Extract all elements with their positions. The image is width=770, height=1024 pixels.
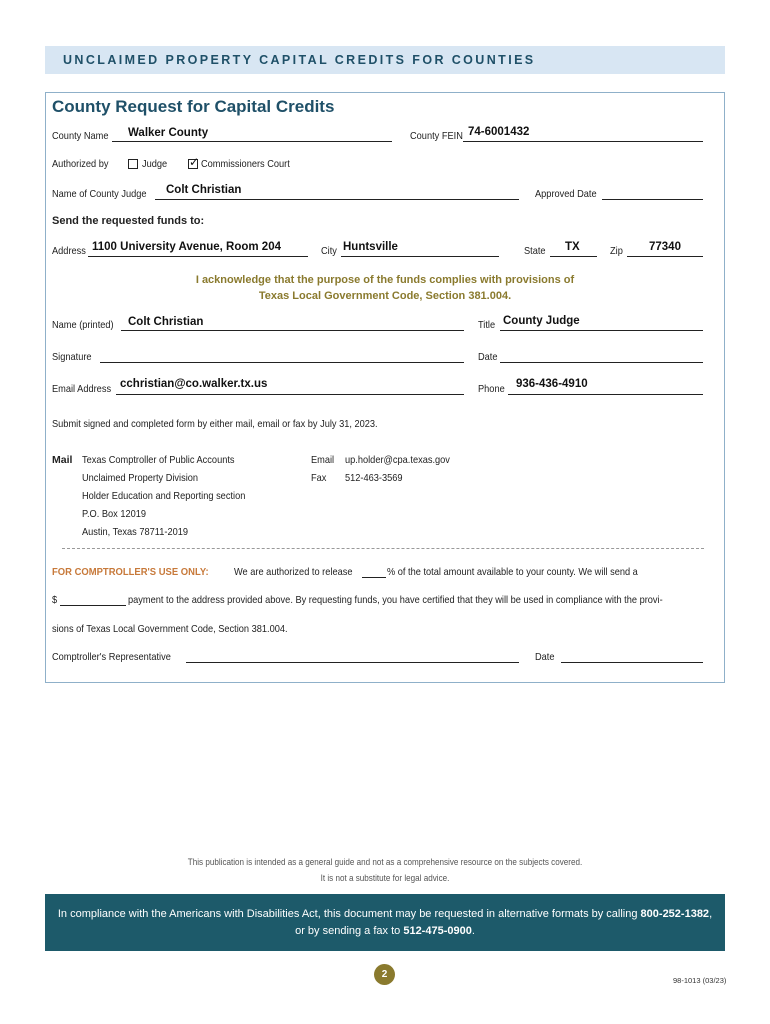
ada-comma: , — [709, 908, 713, 920]
authorized-by-label: Authorized by — [52, 158, 109, 170]
comptroller-rep-label: Comptroller's Representative — [52, 651, 171, 663]
phone-line[interactable] — [508, 394, 703, 395]
county-judge-line[interactable] — [155, 199, 519, 200]
title-label: Title — [478, 319, 496, 331]
city-label: City — [321, 245, 337, 257]
county-fein-value[interactable]: 74-6001432 — [468, 126, 530, 138]
date-label: Date — [478, 351, 498, 363]
ada-fax[interactable]: 512-475-0900 — [403, 925, 472, 937]
page-number-badge: 2 — [374, 964, 395, 985]
ada-line-1 — [45, 908, 725, 920]
county-judge-label: Name of County Judge — [52, 188, 147, 200]
fax-contact-label: Fax — [311, 472, 327, 484]
city-value[interactable]: Huntsville — [343, 241, 398, 253]
approved-date-label: Approved Date — [535, 188, 597, 200]
header-band-title: UNCLAIMED PROPERTY CAPITAL CREDITS FOR COUNTIES — [63, 53, 536, 67]
fax-contact-value: 512-463-3569 — [345, 472, 403, 484]
form-number: 98-1013 (03/23) — [673, 976, 727, 985]
title-value[interactable]: County Judge — [503, 315, 580, 327]
signature-line[interactable] — [100, 362, 464, 363]
comptroller-date-label: Date — [535, 651, 555, 663]
submit-instruction: Submit signed and completed form by either mail, email or fax by July 31, 2023. — [52, 418, 378, 430]
email-contact-label: Email — [311, 454, 335, 466]
acknowledgement-line-2: Texas Local Government Code, Section 381.004. — [258, 290, 512, 302]
address-value[interactable]: 1100 University Avenue, Room 204 — [92, 241, 281, 253]
name-printed-label: Name (printed) — [52, 319, 114, 331]
address-label: Address — [52, 245, 86, 257]
acknowledgement-line-1: I acknowledge that the purpose of the funds complies with provisions of — [195, 274, 575, 286]
comptroller-rep-line[interactable] — [186, 662, 519, 663]
send-funds-heading: Send the requested funds to: — [52, 215, 205, 227]
state-line[interactable] — [550, 256, 597, 257]
ada-line-1-text: In compliance with the Americans with Disabilities Act, this document may be requested in alternative formats by calling — [57, 908, 638, 920]
email-address-value[interactable]: cchristian@co.walker.tx.us — [120, 378, 268, 390]
state-value[interactable]: TX — [565, 241, 580, 253]
county-fein-label: County FEIN — [410, 130, 463, 142]
county-name-label: County Name — [52, 130, 109, 142]
payment-amount-line[interactable] — [60, 605, 126, 606]
disclaimer-line-1: This publication is intended as a general guide and not as a comprehensive resource on the subjects covered. — [187, 857, 583, 867]
comptroller-use-heading: FOR COMPTROLLER'S USE ONLY: — [52, 566, 209, 578]
ada-line-2 — [45, 925, 725, 937]
approved-date-line[interactable] — [602, 199, 703, 200]
date-line[interactable] — [500, 362, 703, 363]
mail-label: Mail — [52, 454, 73, 466]
name-printed-line[interactable] — [121, 330, 464, 331]
mail-line-5: Austin, Texas 78711-2019 — [82, 526, 188, 538]
zip-label: Zip — [610, 245, 623, 257]
form-title: County Request for Capital Credits — [52, 97, 335, 116]
county-name-value[interactable]: Walker County — [128, 127, 209, 139]
mail-line-2: Unclaimed Property Division — [82, 472, 199, 484]
ada-phone[interactable]: 800-252-1382 — [640, 908, 710, 920]
mail-line-1: Texas Comptroller of Public Accounts — [82, 454, 235, 466]
comptroller-date-line[interactable] — [561, 662, 703, 663]
header-band — [45, 46, 725, 74]
state-label: State — [524, 245, 546, 257]
judge-checkbox-label: Judge — [142, 158, 168, 170]
phone-value[interactable]: 936-436-4910 — [516, 378, 588, 390]
disclaimer-line-2: It is not a substitute for legal advice. — [320, 873, 450, 883]
name-printed-value[interactable]: Colt Christian — [128, 316, 204, 328]
checkmark-icon: ✓ — [189, 155, 200, 169]
judge-checkbox[interactable] — [128, 159, 138, 169]
mail-line-4: P.O. Box 12019 — [82, 508, 147, 520]
county-name-line[interactable] — [112, 141, 392, 142]
email-contact-value[interactable]: up.holder@cpa.texas.gov — [345, 454, 450, 466]
dashed-divider — [62, 548, 704, 549]
mail-line-3: Holder Education and Reporting section — [82, 490, 246, 502]
city-line[interactable] — [341, 256, 499, 257]
county-judge-value[interactable]: Colt Christian — [166, 184, 242, 196]
email-address-line[interactable] — [116, 394, 464, 395]
zip-value[interactable]: 77340 — [649, 241, 681, 253]
county-fein-line[interactable] — [463, 141, 703, 142]
phone-label: Phone — [478, 383, 505, 395]
dollar-sign: $ — [52, 594, 58, 606]
comptroller-use-text-2: payment to the address provided above. By requesting funds, you have certified that they will be used in compliance with the provi- — [128, 594, 663, 606]
address-line[interactable] — [88, 256, 308, 257]
commissioners-court-checkbox[interactable] — [188, 155, 200, 169]
comptroller-use-text-1b: % of the total amount available to your county. We will send a — [387, 566, 638, 578]
ada-footer-band — [45, 894, 725, 951]
commissioners-court-checkbox-label: Commissioners Court — [201, 158, 290, 170]
ada-period: . — [471, 925, 475, 937]
zip-line[interactable] — [627, 256, 703, 257]
signature-label: Signature — [52, 351, 92, 363]
title-line[interactable] — [500, 330, 703, 331]
comptroller-use-text-3: sions of Texas Local Government Code, Section 381.004. — [52, 623, 288, 635]
email-address-label: Email Address — [52, 383, 112, 395]
release-percent-line[interactable] — [362, 577, 386, 578]
ada-line-2-text: or by sending a fax to — [295, 925, 401, 937]
comptroller-use-text-1a: We are authorized to release — [234, 566, 353, 578]
